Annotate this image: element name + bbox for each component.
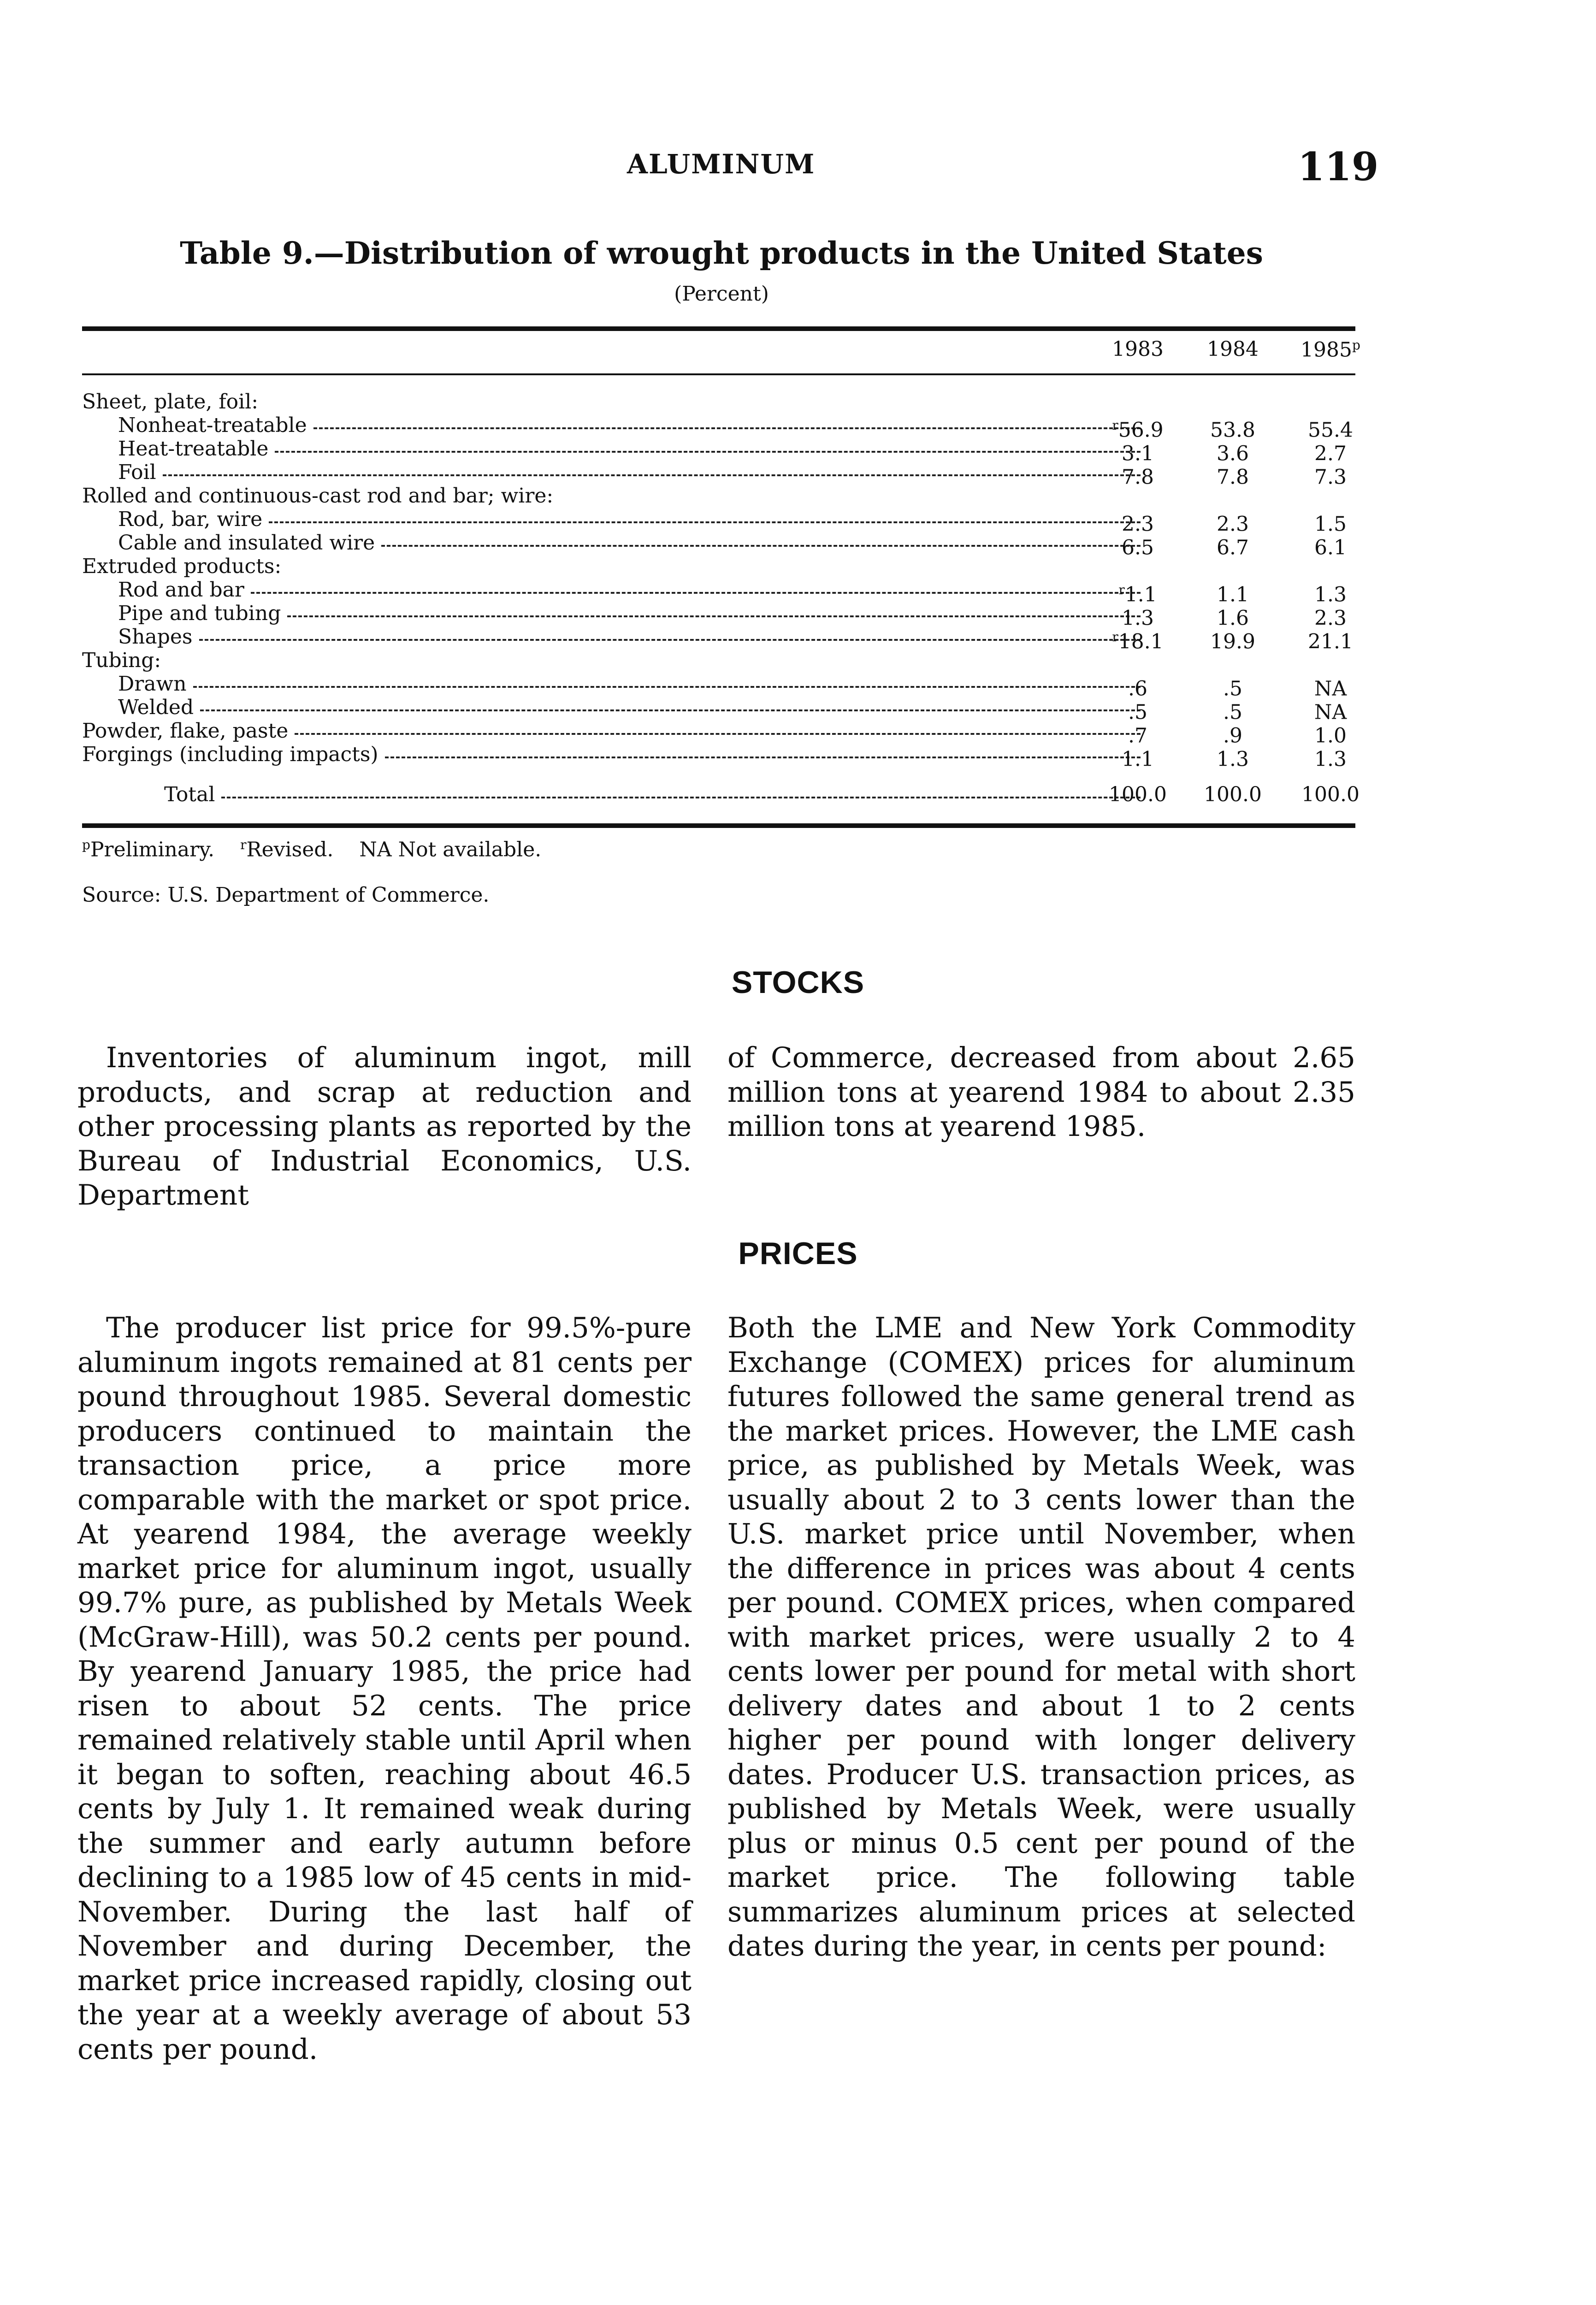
- table-cell: 55.4: [1308, 418, 1353, 442]
- row-label: Rod and bar: [118, 578, 244, 602]
- table-cell: .7: [1128, 724, 1147, 748]
- prices-paragraph-right: Both the LME and New York Commodity Exchange (COMEX) prices for aluminum futures followed the same general trend as the market prices. However, the LME cash price, as published by Metals Week, was usually about 2 to 3 cents lower than the U.S. market price until November, when the difference in prices was about 4 cents per pound. COMEX prices, when compared with market prices, were usually 2 to 4 cents lower per pound for metal with short delivery dates and about 1 to 2 cents higher per pound with longer delivery dates. Producer U.S. transaction prices, as published by Metals Week, were usually plus or minus 0.5 cent per pound of the market price. The following table summarizes aluminum prices at selected dates during the year, in cents per pound:: [727, 1312, 1355, 1962]
- row-label: Forgings (including impacts): [82, 743, 378, 766]
- table-row: [82, 719, 1355, 748]
- leader-dots: [295, 733, 1141, 735]
- total-cell: 100.0: [1204, 783, 1262, 806]
- table-unit: (Percent): [674, 282, 769, 306]
- leader-dots: [221, 797, 1141, 798]
- table-cell: 6.7: [1217, 536, 1249, 560]
- table-cell: 7.8: [1122, 465, 1154, 489]
- table-cell: 21.1: [1308, 630, 1353, 654]
- table-cell: 7.8: [1217, 465, 1249, 489]
- table-cell: 1.3: [1314, 583, 1347, 607]
- row-label: Sheet, plate, foil:: [82, 390, 259, 414]
- table-cell: 6.5: [1122, 536, 1154, 560]
- table-row: [82, 602, 1355, 630]
- table-cell: 19.9: [1210, 630, 1255, 654]
- leader-dots: [163, 474, 1141, 476]
- row-label: Welded: [118, 696, 194, 719]
- table-row: [82, 508, 1355, 536]
- total-cell: 100.0: [1301, 783, 1360, 806]
- table-row: [82, 437, 1355, 466]
- stocks-paragraph-left: Inventories of aluminum ingot, mill products, and scrap at reduction and other processing plants as reported by the Bureau of Industrial Economics, U.S. Department: [77, 1041, 692, 1212]
- table-source: Source: U.S. Department of Commerce.: [82, 883, 490, 907]
- table-cell: 1.3: [1314, 747, 1347, 771]
- table-cell: NA: [1314, 700, 1347, 724]
- stocks-paragraph-right: of Commerce, decreased from about 2.65 million tons at yearend 1984 to about 2.35 million tons at yearend 1985.: [727, 1041, 1355, 1143]
- table-cell: 2.3: [1314, 606, 1347, 630]
- row-label: Foil: [118, 461, 156, 484]
- row-label: Rolled and continuous-cast rod and bar; wire:: [82, 484, 554, 508]
- table-cell: 1.1: [1217, 583, 1249, 607]
- table-cell: 1.3: [1122, 606, 1154, 630]
- leader-dots: [381, 545, 1141, 547]
- total-cell: 100.0: [1109, 783, 1167, 806]
- leader-dots: [269, 521, 1141, 523]
- table-cell: 3.6: [1217, 442, 1249, 466]
- table-row: [82, 696, 1355, 724]
- row-label: Drawn: [118, 672, 187, 696]
- table-row: [82, 414, 1355, 442]
- table-row: [82, 672, 1355, 701]
- table-footnote: $^p$Preliminary. $^r$Revised. NA Not available.: [82, 837, 542, 862]
- table-head-rule: [82, 373, 1355, 375]
- table-bottom-rule: [82, 823, 1355, 828]
- row-label: Cable and insulated wire: [118, 531, 375, 555]
- table-row: [82, 484, 1355, 508]
- table-cell: 3.1: [1122, 442, 1154, 466]
- row-label: Extruded products:: [82, 555, 282, 578]
- leader-dots: [200, 709, 1141, 711]
- table-row: [82, 531, 1355, 560]
- row-label: Powder, flake, paste: [82, 719, 289, 743]
- table-cell: 1.0: [1314, 724, 1347, 748]
- table-cell: 2.3: [1217, 512, 1249, 536]
- table-row: [82, 578, 1355, 607]
- table-cell: 7.3: [1314, 465, 1347, 489]
- table-row: [82, 649, 1355, 672]
- prices-paragraph-left: The producer list price for 99.5%-pure aluminum ingots remained at 81 cents per pound throughout 1985. Several domestic producers continued to maintain the transaction price, a price more comparable with the market or spot price. At yearend 1984, the average weekly market price for aluminum ingot, usually 99.7% pure, as published by Metals Week (McGraw-Hill), was 50.2 cents per pound. By yearend January 1985, the price had risen to about 52 cents. The price remained relatively stable until April when it began to soften, reaching about 46.5 cents by July 1. It remained weak during the summer and early autumn before declining to a 1985 low of 45 cents in mid-November. During the last half of November and during December, the market price increased rapidly, closing out the year at a weekly average of about 53 cents per pound.: [77, 1312, 692, 2066]
- table-title: Table 9.—Distribution of wrought products in the United States: [180, 235, 1263, 271]
- table-row: [82, 390, 1355, 414]
- leader-dots: [385, 757, 1141, 758]
- table-cell: .6: [1128, 677, 1147, 701]
- table-cell: 6.1: [1314, 536, 1347, 560]
- running-head: ALUMINUM: [627, 148, 816, 180]
- column-head-1985: 1985$^p$: [1300, 337, 1360, 362]
- total-label: Total: [164, 783, 215, 806]
- row-label: Tubing:: [82, 649, 161, 672]
- row-label: Rod, bar, wire: [118, 508, 263, 531]
- table-body: [82, 390, 1360, 806]
- column-head-1984: 1984: [1207, 337, 1259, 361]
- leader-dots: [199, 639, 1141, 641]
- row-label: Heat-treatable: [118, 437, 269, 461]
- row-label: Nonheat-treatable: [118, 414, 307, 437]
- table-cell: 1.6: [1217, 606, 1249, 630]
- leader-dots: [251, 592, 1141, 594]
- table-row: [82, 743, 1355, 771]
- prices-heading: PRICES: [738, 1236, 858, 1271]
- table-total-row: [82, 783, 1360, 806]
- table-row: [82, 625, 1355, 654]
- table-cell: 53.8: [1210, 418, 1255, 442]
- table-cell: .5: [1223, 677, 1242, 701]
- table-cell: NA: [1314, 677, 1347, 701]
- table-cell: .5: [1223, 700, 1242, 724]
- table-row: [82, 461, 1355, 489]
- leader-dots: [287, 615, 1141, 617]
- leader-dots: [313, 427, 1141, 429]
- table-cell: $^r$56.9: [1112, 418, 1164, 442]
- row-label: Pipe and tubing: [118, 602, 281, 625]
- table-cell: $^r$18.1: [1112, 629, 1164, 654]
- table-cell: 1.1: [1122, 747, 1154, 771]
- leader-dots: [275, 451, 1141, 453]
- table-cell: .9: [1223, 724, 1242, 748]
- table-cell: $^r$1.1: [1118, 582, 1157, 607]
- table-cell: .5: [1128, 700, 1147, 724]
- table-cell: 2.3: [1122, 512, 1154, 536]
- stocks-heading: STOCKS: [731, 965, 865, 1000]
- row-label: Shapes: [118, 625, 193, 649]
- table-cell: 2.7: [1314, 442, 1347, 466]
- table-row: [82, 555, 1355, 578]
- table-cell: 1.5: [1314, 512, 1347, 536]
- leader-dots: [193, 686, 1141, 688]
- table-cell: 1.3: [1217, 747, 1249, 771]
- column-head-1983: 1983: [1112, 337, 1164, 361]
- table-top-rule: [82, 326, 1355, 331]
- page-number: 119: [1298, 144, 1379, 189]
